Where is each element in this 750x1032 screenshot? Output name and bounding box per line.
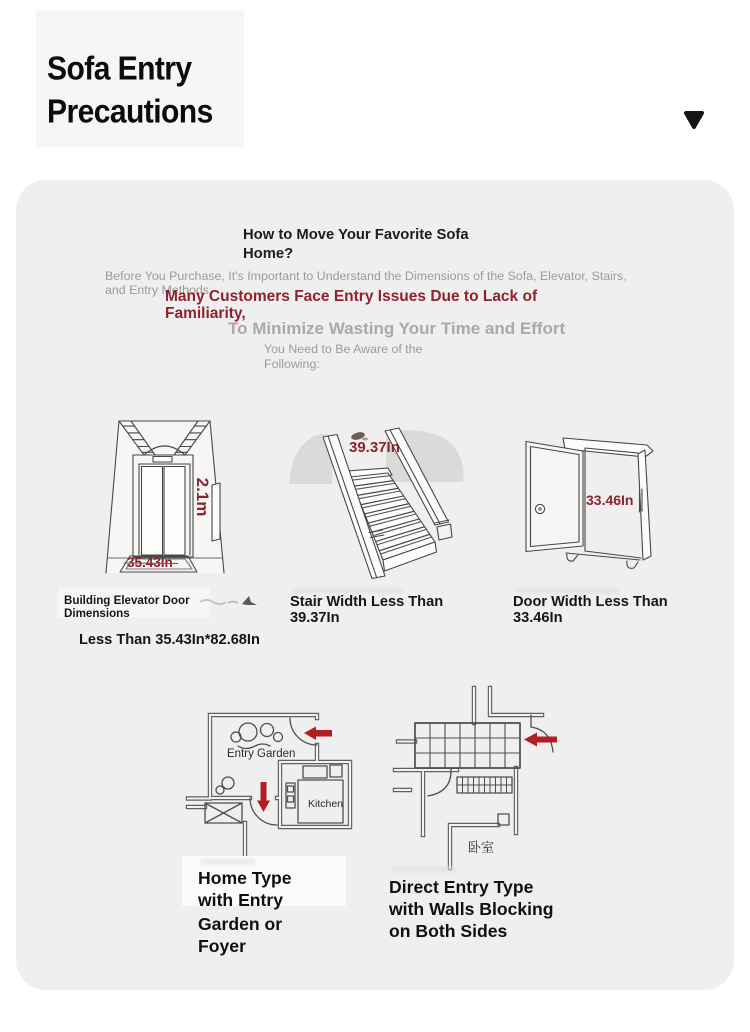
- warning-text-line1: Many Customers Face Entry Issues Due to Lack of: [165, 288, 538, 305]
- page-title-line2: Precautions: [47, 92, 213, 130]
- erased-text-ghost: [200, 859, 256, 865]
- intro-paragraph-line1: Before You Purchase, It's Important to Understand the Dimensions of the Sofa, Elevator, Stairs,: [105, 269, 627, 283]
- note-text: [264, 342, 422, 371]
- direct-entry-caption-line1: Direct Entry Type: [389, 877, 534, 897]
- door-illustration: [500, 404, 730, 594]
- door-caption-line2: 33.46In: [513, 609, 563, 626]
- note-text-line2: Following:: [264, 356, 320, 371]
- elevator-height-label: 2.1m: [193, 477, 212, 517]
- stairs-caption-line1: Stair Width Less Than: [290, 594, 444, 610]
- erase-smudge-marks: [198, 593, 260, 609]
- elevator-width-label: 35.43In: [127, 555, 173, 570]
- entry-arrow-down: [257, 782, 270, 812]
- entry-garden-caption-line4: Foyer: [198, 936, 246, 956]
- entry-garden-caption-line2: with Entry: [198, 890, 284, 910]
- door-caption-line1: Door Width Less Than: [513, 594, 668, 610]
- kitchen-label: Kitchen: [308, 798, 344, 810]
- direct-entry-floorplan: [390, 680, 590, 870]
- entry-garden-caption: [198, 867, 292, 957]
- elevator-caption-line2: Dimensions: [64, 607, 130, 620]
- elevator-illustration: [100, 415, 230, 580]
- card-heading-line2: Home?: [243, 246, 294, 262]
- elevator-caption-line1: Building Elevator Door: [64, 594, 190, 607]
- entry-garden-label: Entry Garden: [227, 748, 296, 760]
- warning-text: [165, 289, 545, 322]
- card-heading: [243, 226, 483, 264]
- elevator-caption: [64, 594, 190, 620]
- direct-entry-caption-line3: on Both Sides: [389, 921, 508, 941]
- mat-edge-line: [124, 563, 178, 564]
- door-width-label: 33.46In: [586, 492, 634, 508]
- entry-arrow-left: [304, 727, 332, 741]
- page-title: [47, 47, 213, 133]
- direct-entry-caption-line2: with Walls Blocking: [389, 899, 554, 919]
- note-text-line1: You Need to Be Aware of the: [264, 342, 423, 356]
- entry-garden-caption-line1: Home Type: [198, 868, 292, 888]
- bedroom-label: 卧室: [468, 840, 495, 855]
- entry-garden-caption-line3: Garden or: [198, 914, 283, 934]
- intro-paragraph-line2: and Entry Methods.: [105, 282, 213, 297]
- stairs-caption-line2: 39.37In: [290, 609, 340, 626]
- erased-text-ghost: [292, 587, 404, 594]
- stairs-illustration: [285, 405, 505, 590]
- direct-entry-caption: [389, 876, 554, 942]
- elevator-size-note: Less Than 35.43In*82.68In: [79, 632, 260, 648]
- door-caption: [513, 595, 668, 626]
- sub-heading: To Minimize Wasting Your Time and Effort: [228, 319, 566, 338]
- stairs-caption: [290, 595, 443, 626]
- stairs-width-label: 39.37In: [349, 439, 400, 456]
- page-title-line1: Sofa Entry: [47, 48, 192, 87]
- triangle-down-icon: [683, 110, 705, 130]
- warning-text-line2: Familiarity,: [165, 304, 246, 322]
- entry-garden-floorplan: [180, 680, 380, 870]
- card-heading-line1: How to Move Your Favorite Sofa: [243, 227, 469, 243]
- erased-text-ghost: [391, 866, 457, 873]
- erased-text-ghost: [515, 587, 619, 594]
